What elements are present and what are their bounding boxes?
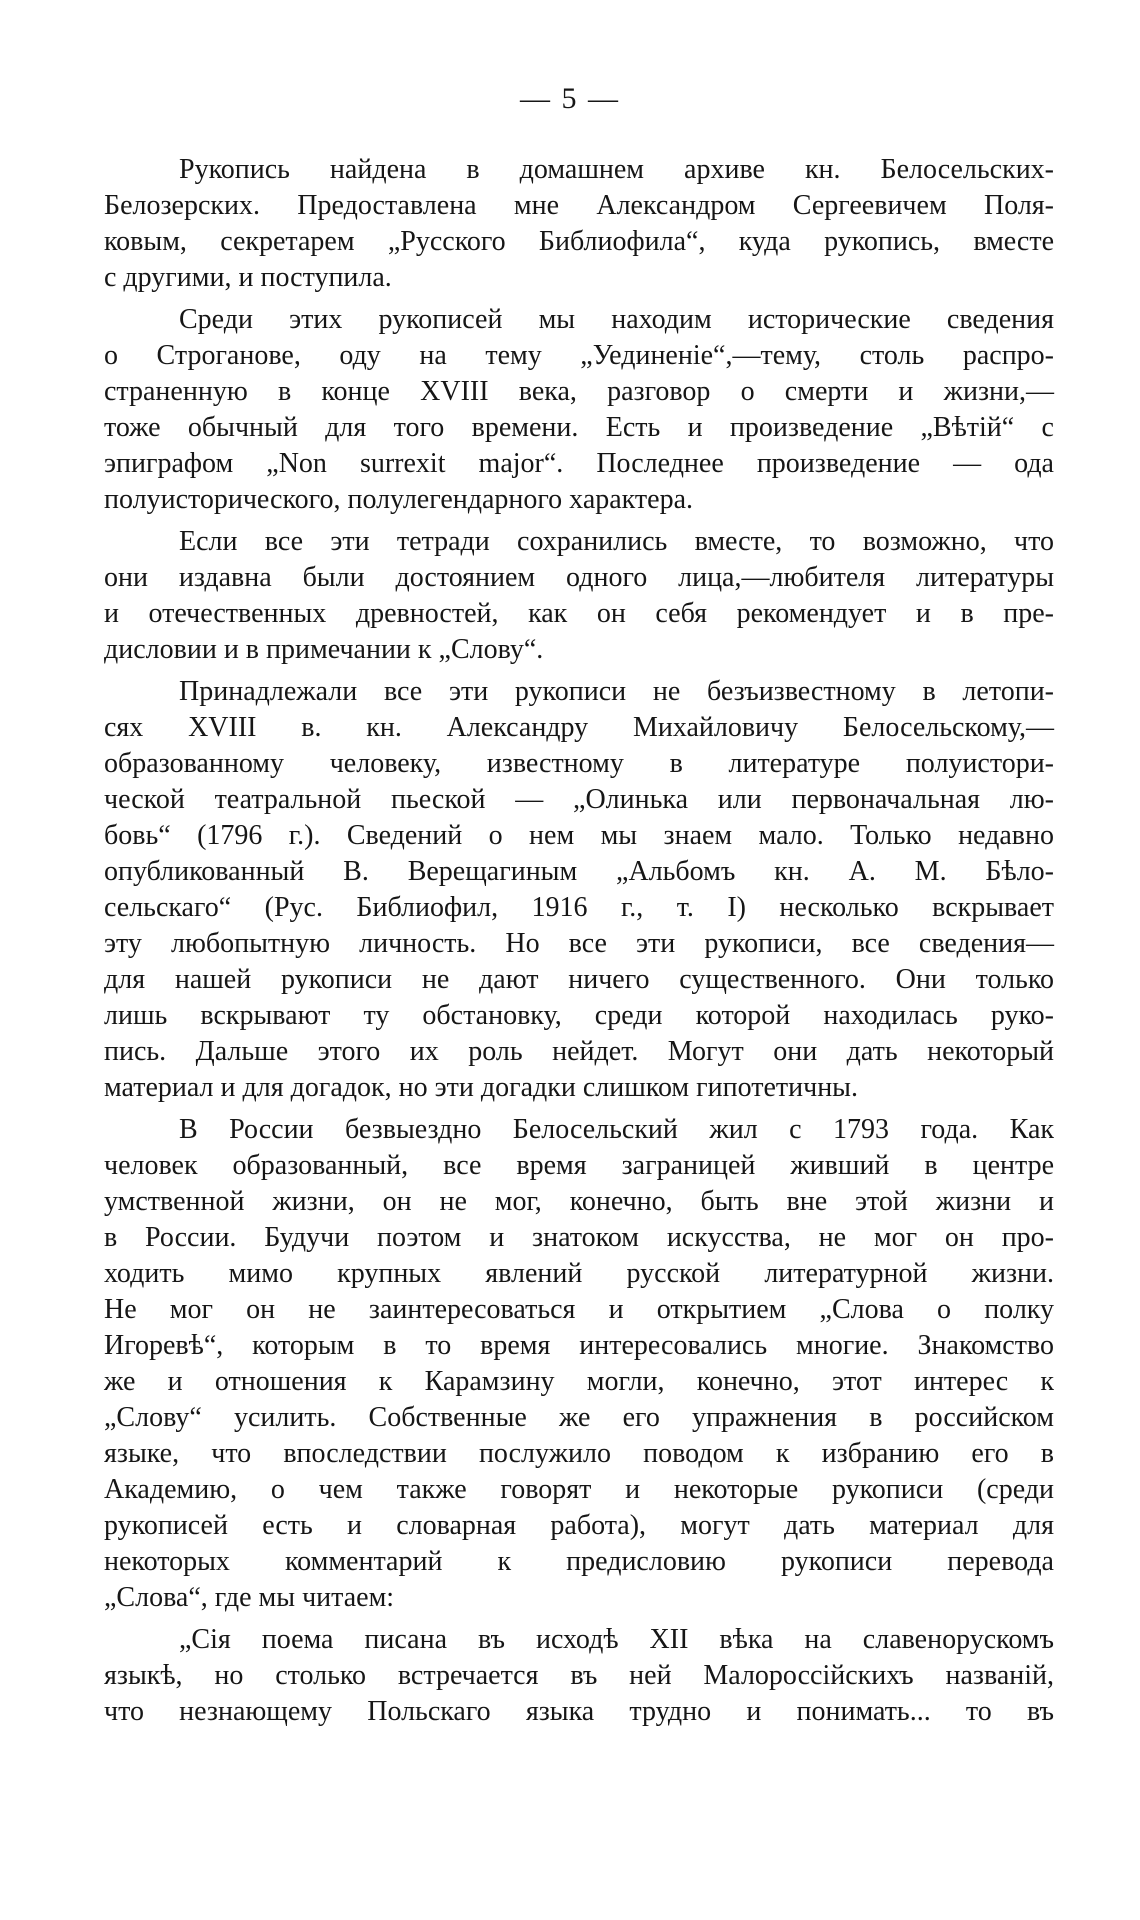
text-line: полуисторического, полулегендарного характера. (104, 484, 693, 515)
text-line: же и отношения к Карамзину могли, конечно, этот интерес к (104, 1366, 1054, 1397)
text-line: о Строганове, оду на тему „Уединеніе“,—тему, столь распро- (104, 340, 1054, 371)
page-number: — 5 — (520, 82, 620, 115)
paragraph (104, 302, 1054, 518)
text-line: и отечественных древностей, как он себя рекомендует и в пре- (104, 598, 1054, 629)
text-line: страненную в конце XVIII века, разговор о смерти и жизни,— (104, 376, 1054, 407)
text-line: материал и для догадок, но эти догадки слишком гипотетичны. (104, 1072, 858, 1103)
text-line: Академию, о чем также говорят и некоторые рукописи (среди (104, 1474, 1054, 1505)
quotation-paragraph (104, 1622, 1054, 1730)
paragraph (104, 524, 1054, 668)
text-line: В России безвыездно Белосельский жил с 1793 года. Как (179, 1114, 1054, 1145)
text-line: что незнающему Польскаго языка трудно и понимать... то въ (104, 1696, 1054, 1727)
text-line: лишь вскрывают ту обстановку, среди которой находилась руко- (104, 1000, 1054, 1031)
text-line: образованному человеку, известному в литературе полуистори- (104, 748, 1054, 779)
text-line: „Сія поема писана въ исходѣ XII вѣка на славенорускомъ (179, 1624, 1054, 1655)
text-line: Среди этих рукописей мы находим исторические сведения (179, 304, 1054, 335)
text-line: эпиграфом „Non surrexit major“. Последнее произведение — ода (104, 448, 1054, 479)
text-line: в России. Будучи поэтом и знатоком искусства, не мог он про- (104, 1222, 1054, 1253)
text-line: Игоревѣ“, которым в то время интересовались многие. Знакомство (104, 1330, 1054, 1361)
text-line: языке, что впоследствии послужило поводом к избранию его в (104, 1438, 1054, 1469)
text-line: „Слова“, где мы читаем: (104, 1582, 395, 1613)
text-line: они издавна были достоянием одного лица,—любителя литературы (104, 562, 1054, 593)
text-line: ковым, секретарем „Русского Библиофила“, куда рукопись, вместе (104, 226, 1054, 257)
text-line: тоже обычный для того времени. Есть и произведение „Вѣтій“ с (104, 412, 1054, 443)
text-line: с другими, и поступила. (104, 262, 392, 293)
text-line: некоторых комментарий к предисловию рукописи перевода (104, 1546, 1054, 1577)
text-line: опубликованный В. Верещагиным „Альбомъ кн. А. М. Бѣло- (104, 856, 1054, 887)
text-line: Не мог он не заинтересоваться и открытием „Слова о полку (104, 1294, 1054, 1325)
text-line: ходить мимо крупных явлений русской литературной жизни. (104, 1258, 1054, 1289)
body-text (104, 152, 1054, 1736)
text-line: эту любопытную личность. Но все эти рукописи, все сведения— (104, 928, 1054, 959)
text-line: Белозерских. Предоставлена мне Александром Сергеевичем Поля- (104, 190, 1054, 221)
text-line: Принадлежали все эти рукописи не безъизвестному в летопи- (179, 676, 1054, 707)
text-line: пись. Дальше этого их роль нейдет. Могут они дать некоторый (104, 1036, 1054, 1067)
text-line: бовь“ (1796 г.). Сведений о нем мы знаем мало. Только недавно (104, 820, 1054, 851)
text-line: Если все эти тетради сохранились вместе, то возможно, что (179, 526, 1054, 557)
text-line: рукописей есть и словарная работа), могут дать материал для (104, 1510, 1054, 1541)
paragraph (104, 674, 1054, 1106)
text-line: „Слову“ усилить. Собственные же его упражнения в российском (104, 1402, 1054, 1433)
paragraph (104, 152, 1054, 296)
text-line: языкѣ, но столько встречается въ ней Малороссійскихъ названій, (104, 1660, 1054, 1691)
text-line: человек образованный, все время заграницей живший в центре (104, 1150, 1054, 1181)
text-line: Рукопись найдена в домашнем архиве кн. Белосельских- (179, 154, 1054, 185)
text-line: для нашей рукописи не дают ничего существенного. Они только (104, 964, 1054, 995)
text-line: умственной жизни, он не мог, конечно, быть вне этой жизни и (104, 1186, 1054, 1217)
text-line: сельскаго“ (Рус. Библиофил, 1916 г., т. I) несколько вскрывает (104, 892, 1054, 923)
text-line: ческой театральной пьеской — „Олинька или первоначальная лю- (104, 784, 1054, 815)
text-line: дисловии и в примечании к „Слову“. (104, 634, 544, 665)
paragraph (104, 1112, 1054, 1616)
text-line: сях XVIII в. кн. Александру Михайловичу Белосельскому,— (104, 712, 1054, 743)
